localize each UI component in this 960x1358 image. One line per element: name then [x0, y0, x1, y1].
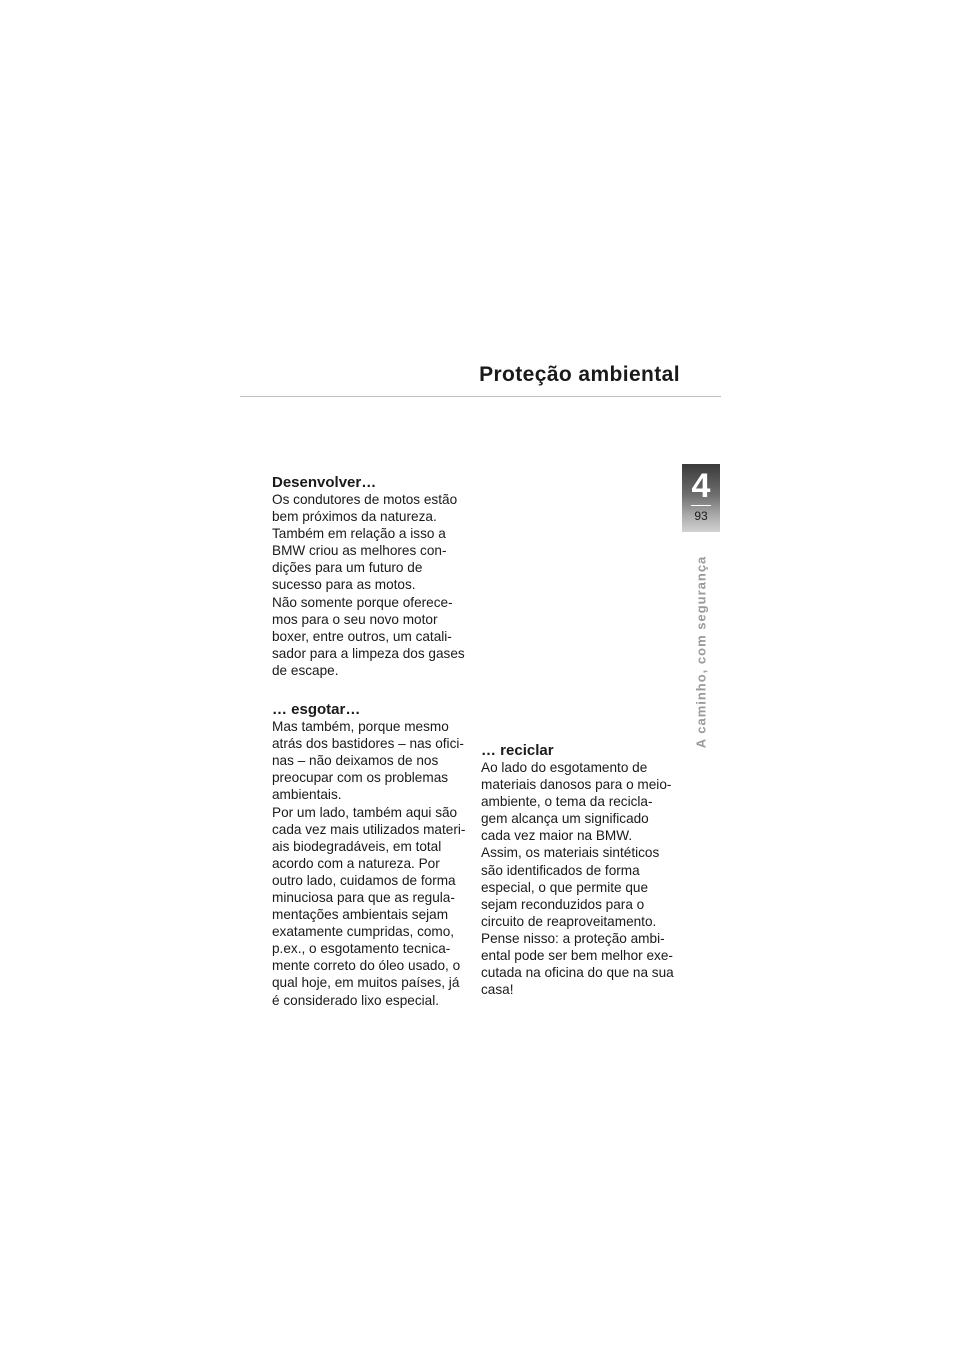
right-column [481, 742, 689, 1020]
section-reciclar [481, 742, 689, 998]
chapter-number: 4 [691, 467, 711, 505]
section-heading: … esgotar… [272, 701, 361, 719]
page-number: 93 [694, 509, 708, 523]
page-title: Proteção ambiental [479, 363, 680, 386]
chapter-divider [691, 505, 711, 506]
section-body: Mas também, porque mesmo atrás dos bastidores – nas ofici- nas – não deixamos de nos preocupar com os problemas ambientais. Por um lado, também aqui são cada vez mais utilizados materi- ais biodegradáveis, em total acordo com a natureza. Por outro lado, cuidamos de forma minuciosa para que as regula- mentações ambientais sejam exatamente cumpridas, como, p.ex., o esgotamento tecnica- mente correto do óleo usado, o qual hoje, em muitos países, já é considerado lixo especial. [272, 719, 466, 1008]
section-heading: … reciclar [481, 742, 554, 759]
section-esgotar [272, 701, 472, 1009]
section-body: Os condutores de motos estão bem próximos da natureza. Também em relação a isso a BMW criou as melhores con- dições para um futuro de sucesso para as motos. Não somente porque oferece- mos para o seu novo motor boxer, entre outros, um catali- sador para a limpeza dos gases de escape. [272, 492, 465, 678]
title-divider [240, 396, 721, 397]
left-column [272, 474, 472, 1031]
chapter-tab [682, 464, 720, 532]
section-heading: Desenvolver… [272, 474, 377, 491]
section-body: Ao lado do esgotamento de materiais danosos para o meio- ambiente, o tema da recicla- gem alcança um significado cada vez maior na BMW. Assim, os materiais sintéticos são identificados de forma especial, o que permite que sejam reconduzidos para o circuito de reaproveitamento. Pense nisso: a proteção ambi- ental pode ser bem melhor exe- cutada na oficina do que na sua casa! [481, 760, 674, 998]
chapter-side-label: A caminho, com segurança [693, 555, 709, 749]
section-desenvolver [272, 474, 472, 679]
